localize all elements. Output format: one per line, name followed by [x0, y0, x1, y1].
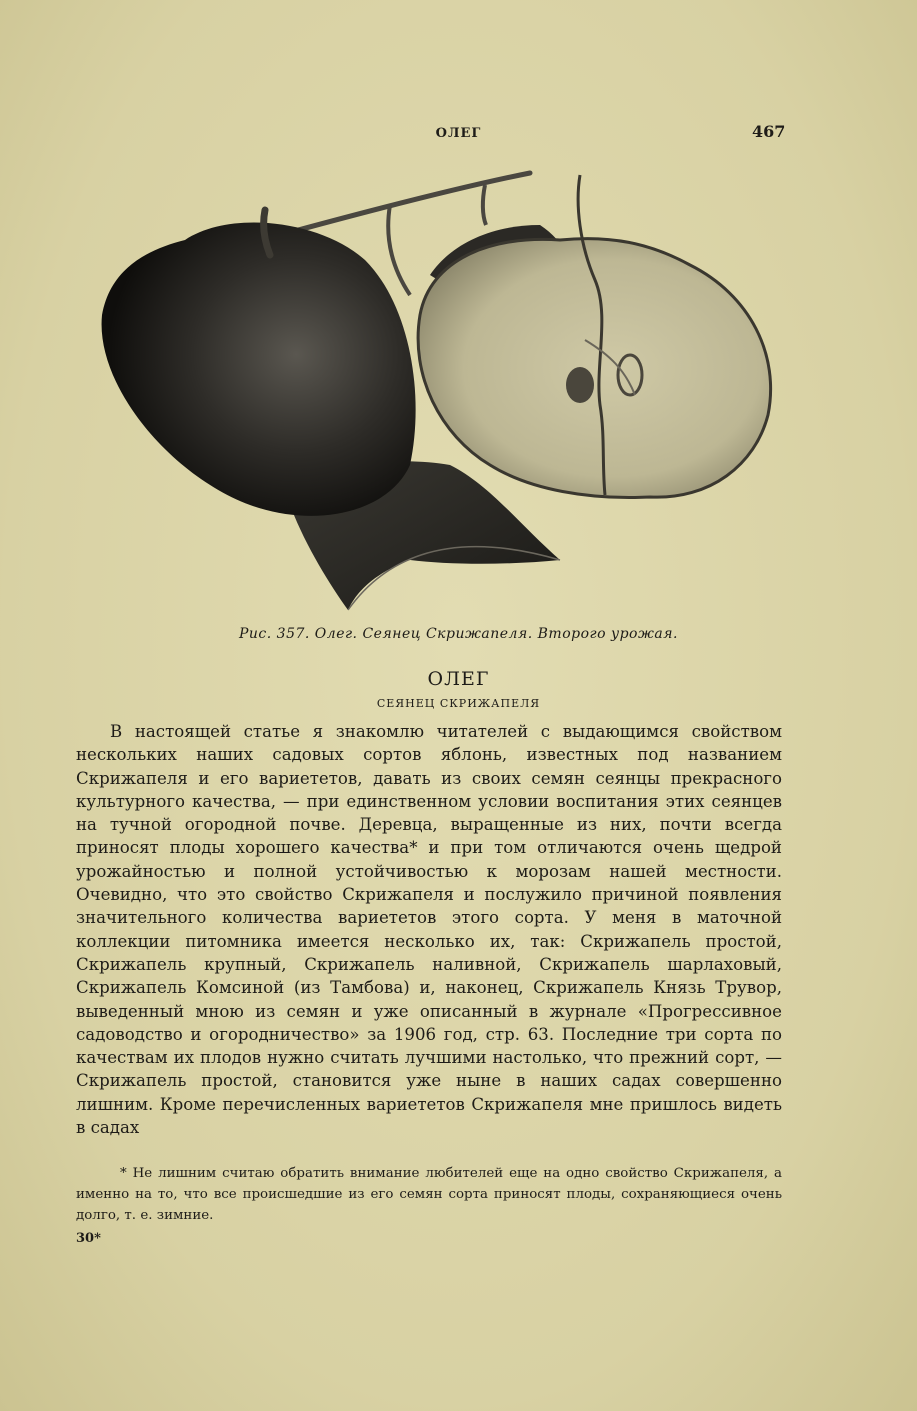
- page-number: 467: [752, 122, 786, 141]
- branch-stem: [280, 173, 530, 235]
- apple-seed: [566, 367, 594, 403]
- signature-mark: 30*: [76, 1231, 101, 1246]
- article-paragraph: В настоящей статье я знакомлю читателей с выдающимся свойством нескольких наших садовых сортов яблонь, известных под названием Скрижапеля и его вариететов, давать из своих семян сеянцы прекрасного культурного качества, — при единственном условии воспитания этих сеянцев на тучной огородной почве. Деревца, выращенные из них, почти всегда приносят плоды хорошего качества* и при том отличаются очень щедрой урожайностью и полной устойчивостью к морозам нашей местности. Очевидно, что это свойство Скрижапеля и послужило причиной появления значительного количества вариететов этого сорта. У меня в маточной коллекции питомника имеется несколько их, так: Скрижапель простой, Скрижапель крупный, Скрижапель наливной, Скрижапель шарлаховый, Скрижапель Комсиной (из Тамбова) и, наконец, Скрижапель Князь Трувор, выведенный мною из семян и уже описанный в журнале «Прогрессивное садоводство и огородничество» за 1906 год, стр. 63. Последние три сорта по качествам их плодов нужно считать лучшими настолько, что прежний сорт, — Скрижапель простой, становится уже ныне в наших садах совершенно лишним. Кроме перечисленных вариететов Скрижапеля мне пришлось видеть в садах: [76, 722, 782, 1138]
- apple-illustration: [90, 165, 780, 615]
- footnote: * Не лишним считаю обратить внимание любителей еще на одно свойство Скрижапеля, а именно на то, что все происшедшие из его семян сорта приносят плоды, сохраняющиеся очень долго, т. е. зимние.: [76, 1166, 782, 1223]
- figure-caption: Рис. 357. Олег. Сеянец Скрижапеля. Второго урожая.: [239, 626, 678, 642]
- whole-apple: [102, 223, 416, 516]
- apple-engraving: [90, 165, 780, 615]
- article-subtitle: СЕЯНЕЦ СКРИЖАПЕЛЯ: [376, 697, 541, 710]
- running-head: ОЛЕГ: [435, 126, 482, 141]
- article-title: ОЛЕГ: [427, 668, 490, 690]
